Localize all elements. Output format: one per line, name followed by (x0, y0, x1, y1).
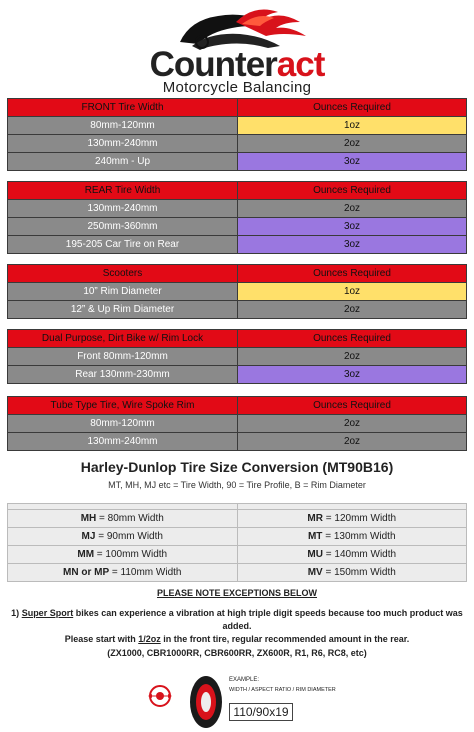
table-row: 10” Rim Diameter 1oz (8, 283, 467, 301)
example-size: 110/90x19 (229, 703, 293, 721)
table-row: 130mm-240mm 2oz (8, 433, 467, 451)
table-header: Tube Type Tire, Wire Spoke Rim (8, 397, 238, 415)
table-row: 130mm-240mm 2oz (8, 135, 467, 153)
models-list: (ZX1000, CBR1000RR, CBR600RR, ZX600R, R1, R6, RC8, etc) (107, 648, 367, 658)
front-tire-table (7, 98, 467, 171)
brand-name: Counteract (149, 45, 325, 84)
table-row: 12” & Up Rim Diameter 2oz (8, 301, 467, 319)
brand-logo (0, 0, 474, 95)
table-header-ounces: Ounces Required (238, 397, 467, 415)
table-header: REAR Tire Width (8, 182, 238, 200)
table-row: MJ = 90mm Width MT = 130mm Width (8, 528, 467, 546)
example-label: EXAMPLE: (229, 677, 260, 683)
conversion-title: Harley-Dunlop Tire Size Conversion (MT90B16) (80, 459, 394, 475)
tube-type-table (7, 396, 467, 451)
table-row: Front 80mm-120mm 2oz (8, 348, 467, 366)
table-row: 240mm - Up 3oz (8, 153, 467, 171)
table-row: 80mm-120mm 2oz (8, 415, 467, 433)
exceptions-title: PLEASE NOTE EXCEPTIONS BELOW (156, 588, 318, 598)
tire-diagram-icon (148, 672, 226, 730)
table-header: FRONT Tire Width (8, 99, 238, 117)
table-row: 250mm-360mm 3oz (8, 218, 467, 236)
table-row: MH = 80mm Width MR = 120mm Width (8, 510, 467, 528)
example-parts: WIDTH / ASPECT RATIO / RIM DIAMETER (229, 687, 336, 693)
table-header: Dual Purpose, Dirt Bike w/ Rim Lock (8, 330, 238, 348)
table-header-ounces: Ounces Required (238, 182, 467, 200)
table-row: MN or MP = 110mm Width MV = 150mm Width (8, 564, 467, 582)
table-row: 80mm-120mm 1oz (8, 117, 467, 135)
brand-tagline: Motorcycle Balancing (162, 79, 312, 96)
table-header-ounces: Ounces Required (238, 330, 467, 348)
table-header-ounces: Ounces Required (238, 99, 467, 117)
super-sport-link[interactable]: Super Sport (21, 608, 74, 618)
table-header: Scooters (8, 265, 238, 283)
table-header-ounces: Ounces Required (238, 265, 467, 283)
conversion-table (7, 503, 467, 582)
table-row: 195-205 Car Tire on Rear 3oz (8, 236, 467, 254)
exception-note: 1) Super Sport bikes can experience a vibration at high triple digit speeds because too much product was added. Please start with 1/2oz in the front tire, regular recommended amount in the rear. (11, 608, 463, 644)
rear-tire-table (7, 181, 467, 254)
scooters-table (7, 264, 467, 319)
table-row: Rear 130mm-230mm 3oz (8, 366, 467, 384)
table-row: MM = 100mm Width MU = 140mm Width (8, 546, 467, 564)
conversion-subtitle: MT, MH, MJ etc = Tire Width, 90 = Tire Profile, B = Rim Diameter (108, 480, 366, 490)
table-row: 130mm-240mm 2oz (8, 200, 467, 218)
dual-purpose-table (7, 329, 467, 384)
